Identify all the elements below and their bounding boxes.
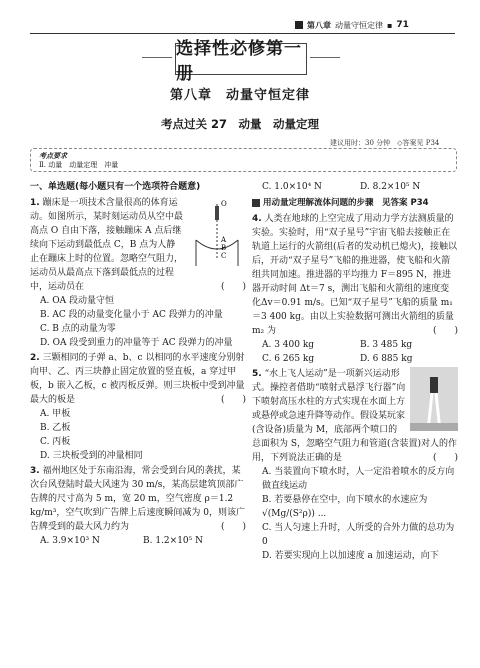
answer-blank: ( ) <box>432 453 458 463</box>
option-a: A. 甲板 <box>40 409 71 419</box>
answer-blank: ( ) <box>220 282 246 292</box>
book-banner: 选择性必修第一册 <box>175 43 307 75</box>
square-icon <box>252 199 260 207</box>
option-d: D. 6 885 kg <box>360 354 413 364</box>
question-text: 福州地区处于东南沿海，常会受到台风的袭扰，某次台风登陆时最大风速为 30 m/s，某高层建筑顶部广告牌的尺寸高为 5 m，宽 20 m，空气密度 ρ＝1.2 kg/m³，空气吹到广告牌上后速度瞬间减为 0，则该广告牌受到的最大风力约为 <box>30 466 245 532</box>
option-b: B. 1.2×10⁵ N <box>143 536 203 546</box>
question-3 <box>30 464 246 548</box>
question-number: 4. <box>252 214 262 224</box>
option-b: B. 3 485 kg <box>360 340 413 350</box>
question-text: 蹦床是一项技术含量很高的体育运动。如图所示，某时刻运动员从空中最高点 O 自由下落，接触蹦床 A 点后继续向下运动到最低点 C，B 点为人静止在蹦床上时的位置。忽略空气阻力，运动员从最高点下落到最低点的过程中，运动员在 <box>30 198 184 292</box>
question-number: 1. <box>30 198 40 208</box>
answer-blank: ( ) <box>220 522 246 532</box>
question-5 <box>252 367 458 563</box>
option-c: C. B 点的动量为零 <box>40 324 116 334</box>
left-column <box>30 180 246 549</box>
option-a: A. OA 段动量守恒 <box>40 296 114 306</box>
question-text: “水上飞人运动”是一项新兴运动形式。操控者借助“喷射式悬浮飞行器”向下喷射高压水柱的方式实现在水面上方或悬停或急速升降等动作。假设某玩家(含设备)质量为 M，底部两个喷口的总面积为 S，忽略空气阻力和管道(含装置)对人的作用，下列说法正确的是 <box>252 369 458 463</box>
option-row <box>252 180 458 194</box>
question-text: 人类在地球的上空完成了用动力学方法测质量的实验。实验时，用“双子星号”宇宙飞船去接触正在轨道上运行的火箭组(后者的发动机已熄火)，接触以后，开动“双子星号”飞船的推进器，使飞船和火箭组共同加速。推进器的平均推力 F＝895 N，推进器开动时间 Δt＝7 s，测出飞船和火箭组的速度变化Δv＝0.91 m/s。已知“双子星号”飞船的质量 m₁＝3 400 kg。由以上实验数据可测出火箭组的质量 m₂ 为 <box>252 214 458 336</box>
question-text: 三颗相同的子弹 a、b、c 以相同的水平速度分别射向甲、乙、丙三块静止固定放置的竖直板，a 穿过甲板，b 嵌入乙板，c 被丙板反弹。则三块板中受到冲量最大的板是 <box>30 353 245 405</box>
question-number: 5. <box>252 369 262 379</box>
option-c: C. 丙板 <box>40 437 71 447</box>
answer-blank: ( ) <box>432 326 458 336</box>
chapter-title: 第八章 动量守恒定律 <box>169 88 310 103</box>
option-b: B. 若要悬停在空中，向下喷水的水速应为 √(Mg/(S²ρ)) ... <box>262 495 428 519</box>
time-note: 建议用时：30 分钟 ◇答案见 P34 <box>330 139 440 147</box>
option-b: B. 乙板 <box>40 423 71 433</box>
right-column <box>252 180 458 564</box>
header-chapter: 第八章 <box>307 20 331 30</box>
page-number: 71 <box>396 20 409 30</box>
question-4 <box>252 212 458 366</box>
option-a: A. 3 400 kg <box>262 340 315 350</box>
knowledge-box <box>30 148 457 172</box>
header-separator: ▪ <box>387 20 393 30</box>
option-row <box>252 338 458 352</box>
option-c: C. 当人匀速上升时，人所受的合外力做的总功为 0 <box>262 523 455 547</box>
option-a: A. 3.9×10³ N <box>40 536 100 546</box>
page-header <box>295 18 455 32</box>
knowledge-items: Ⅱ. 动量 动量定理 冲量 <box>39 161 119 169</box>
method-heading-text: 用动量定理解流体问题的步骤 见答案 P34 <box>263 198 429 208</box>
water-jet-figure <box>410 367 458 431</box>
trampoline-figure <box>188 196 246 272</box>
fig-label-c: C <box>221 252 227 260</box>
method-heading <box>252 196 458 210</box>
option-row <box>30 534 246 548</box>
fig-label-o: O <box>221 200 227 208</box>
question-1 <box>30 196 246 350</box>
square-icon <box>295 21 303 29</box>
question-number: 3. <box>30 466 40 476</box>
fig-label-a: A <box>221 236 227 244</box>
option-b: B. AC 段的动量变化量小于 AC 段弹力的冲量 <box>40 310 223 320</box>
option-d: D. 若要实现向上以加速度 a 加速运动，向下 <box>262 551 439 561</box>
option-a: A. 当装置向下喷水时，人一定沿着喷水的反方向做直线运动 <box>262 467 455 491</box>
header-title: 动量守恒定律 <box>335 20 383 30</box>
question-2 <box>30 351 246 463</box>
topic-title: 考点过关 27 动量 动量定理 <box>160 117 319 131</box>
option-c: C. 6 265 kg <box>262 354 315 364</box>
option-c: C. 1.0×10⁴ N <box>262 182 322 192</box>
fig-label-b: B <box>221 244 227 252</box>
knowledge-label: 考点要求 <box>39 151 67 160</box>
section-heading: 一、单选题(每小题只有一个选项符合题意) <box>30 182 201 192</box>
question-number: 2. <box>30 353 40 363</box>
answer-blank: ( ) <box>220 395 246 405</box>
option-d: D. 三块板受到的冲量相同 <box>40 451 143 461</box>
option-d: D. 8.2×10⁵ N <box>360 182 421 192</box>
option-row <box>252 352 458 366</box>
option-d: D. OA 段受到重力的冲量等于 AC 段弹力的冲量 <box>40 338 233 348</box>
